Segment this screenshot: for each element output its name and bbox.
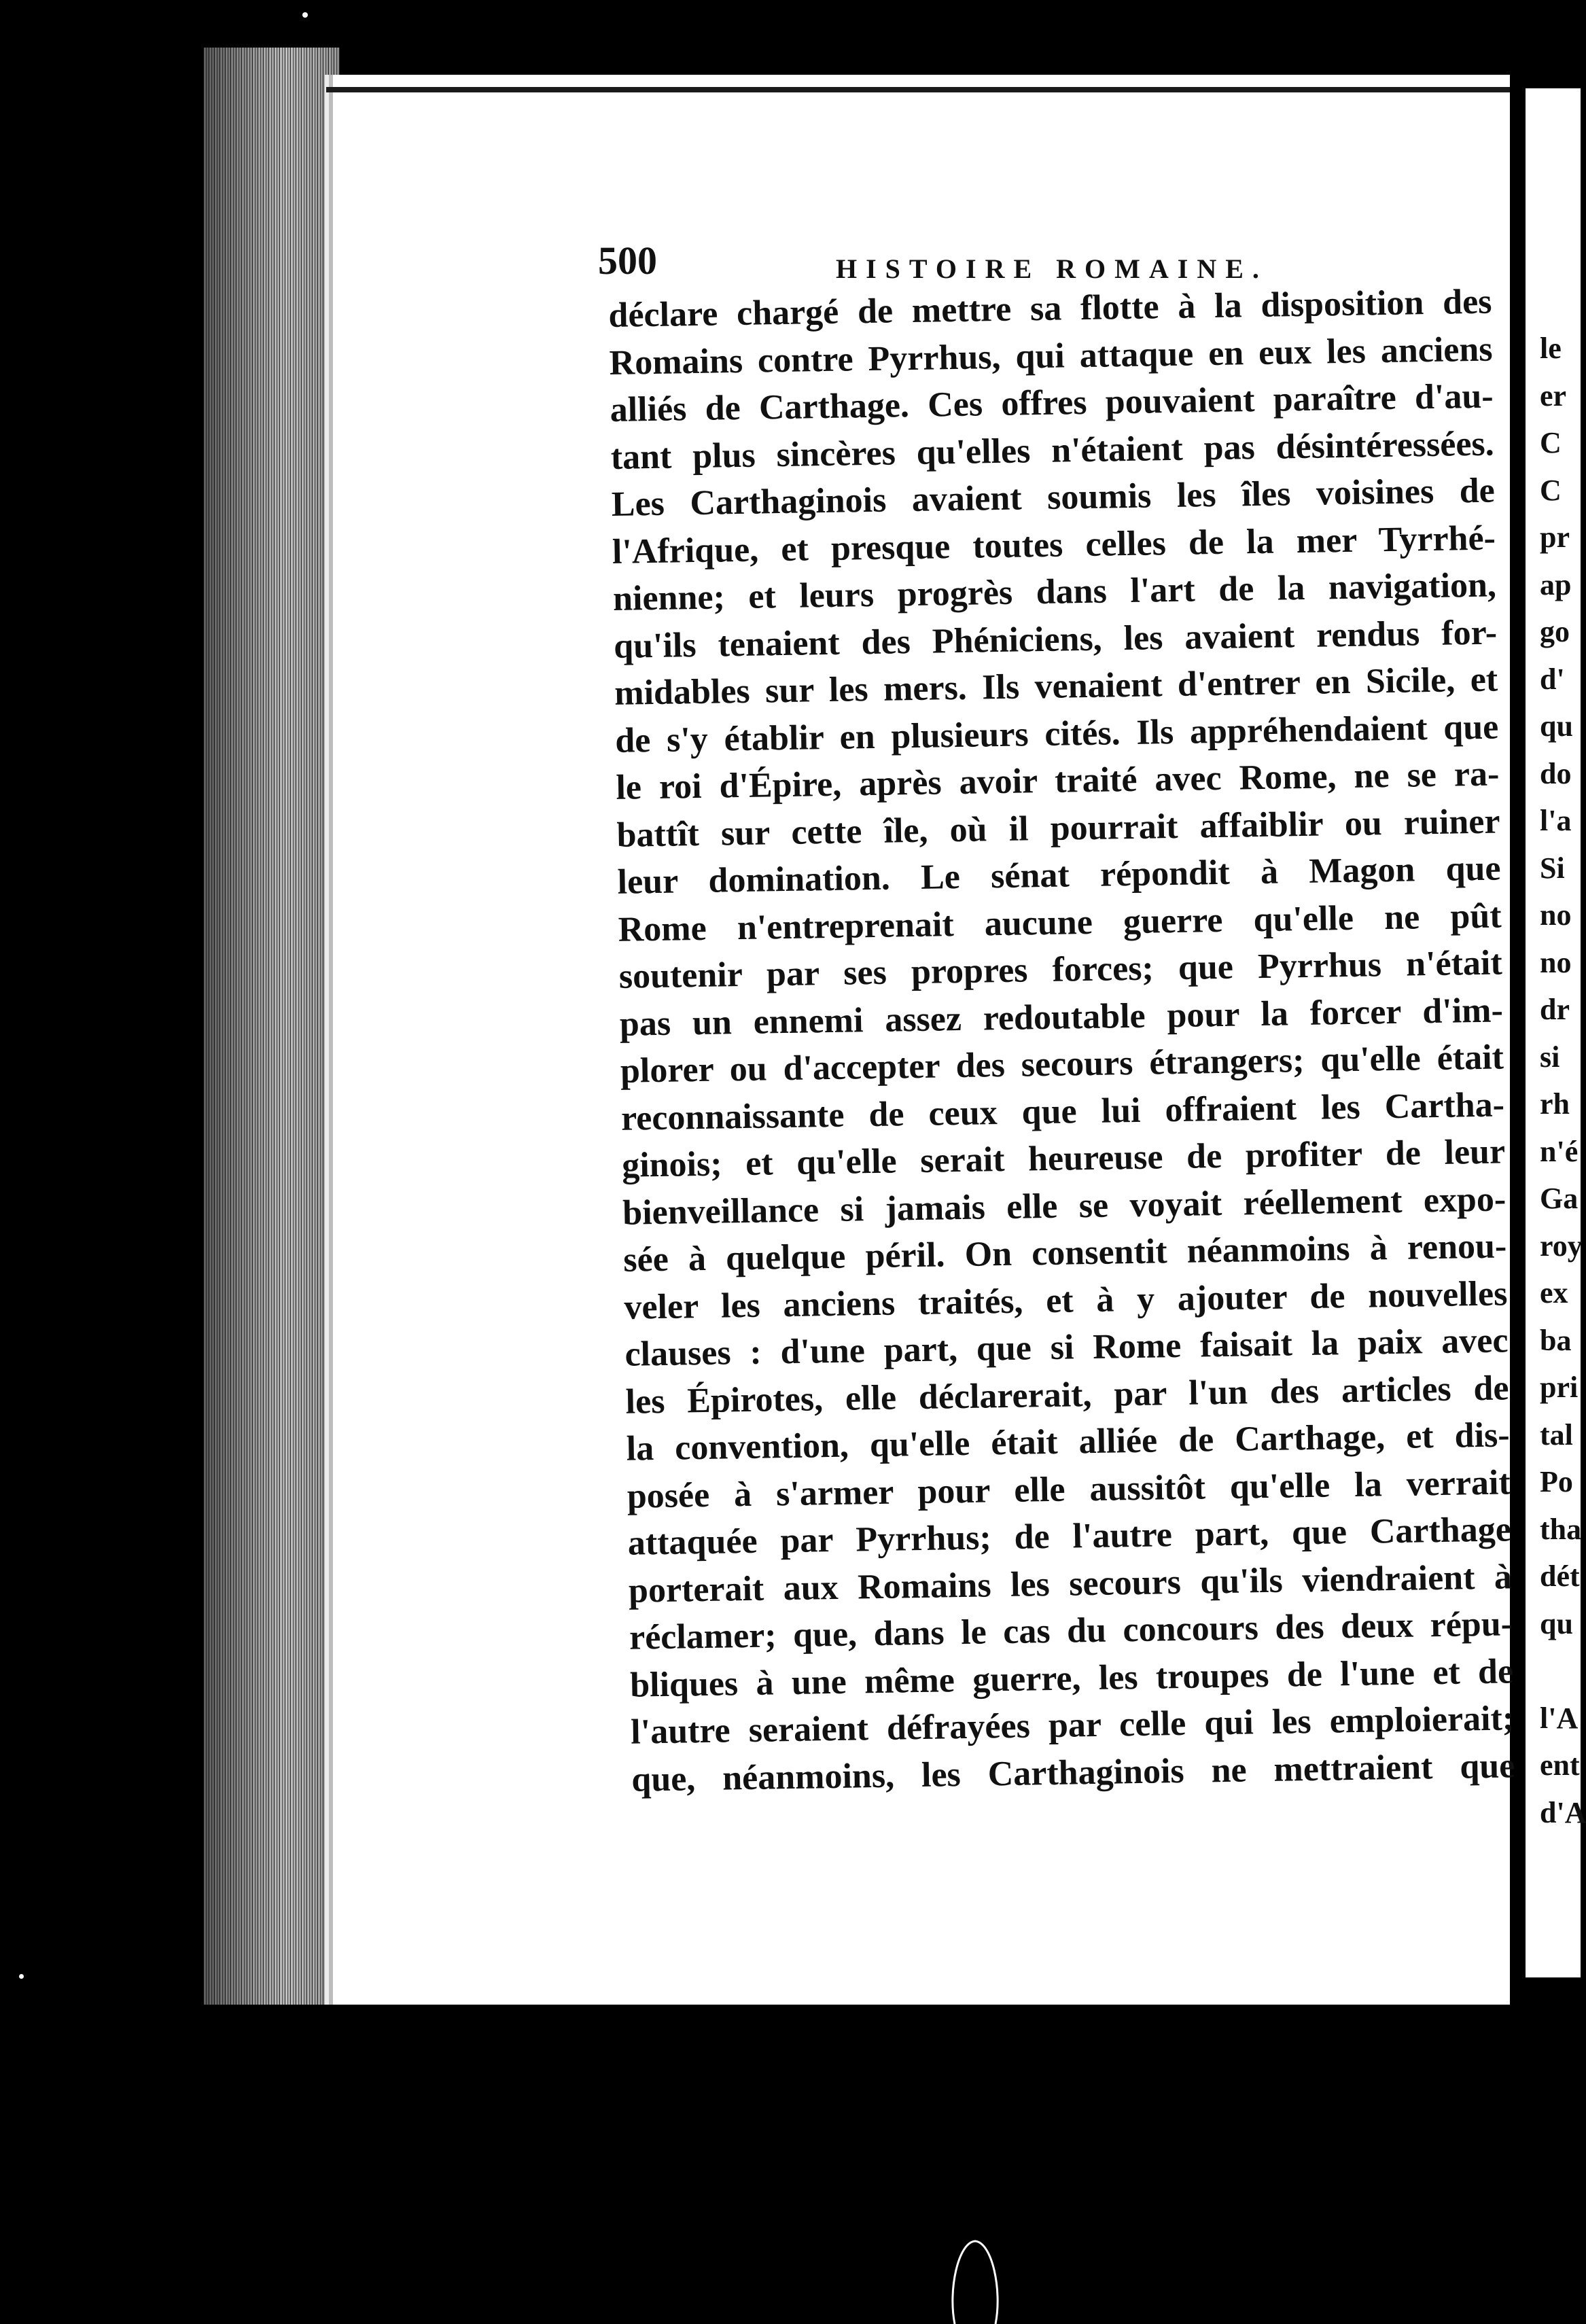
- right-page-fragment: d': [1540, 662, 1565, 696]
- text-line: les Épirotes, elle déclarerait, par l'un des articles de: [625, 1368, 1509, 1422]
- right-page-fragment: dr: [1540, 993, 1570, 1026]
- right-page-fragment: Ga: [1540, 1182, 1579, 1215]
- right-page-fragment: Si: [1540, 851, 1565, 885]
- right-page-fragment: tha: [1540, 1512, 1582, 1546]
- right-page-fragment: ent: [1540, 1748, 1580, 1782]
- right-page-fragment: qu: [1540, 709, 1573, 743]
- text-line: déclare chargé de mettre sa flotte à la disposition des: [608, 282, 1492, 335]
- right-page-fragment: qu: [1540, 1606, 1573, 1640]
- right-page-fragment: le: [1540, 332, 1562, 365]
- text-line: plorer ou d'accepter des secours étrangers; qu'elle était: [620, 1038, 1504, 1091]
- right-page-fragment: ap: [1540, 567, 1572, 601]
- right-page-fragment: no: [1540, 898, 1572, 932]
- text-line: le roi d'Épire, après avoir traité avec Rome, ne se ra-: [616, 754, 1500, 807]
- scan-artifact-curve: [945, 2236, 1006, 2324]
- right-page-fragment: n'é: [1540, 1134, 1579, 1168]
- text-line: réclamer; que, dans le cas du concours des deux répu-: [629, 1604, 1513, 1657]
- text-line: porterait aux Romains les secours qu'ils viendraient à: [628, 1557, 1513, 1610]
- right-page-fragment: [1540, 1647, 1581, 1695]
- text-line: l'Afrique, et presque toutes celles de la mer Tyrrhé-: [612, 518, 1496, 571]
- text-line: alliés de Carthage. Ces offres pouvaient paraître d'au-: [610, 376, 1494, 429]
- running-head-text: HISTOIRE ROMAINE.: [836, 253, 1268, 284]
- right-page-fragment: roy: [1540, 1229, 1583, 1263]
- right-page-fragment: er: [1540, 378, 1567, 412]
- text-line: leur domination. Le sénat répondit à Magon que: [617, 849, 1501, 902]
- text-line: qu'ils tenaient des Phéniciens, les avaient rendus for-: [613, 613, 1498, 666]
- page-top-edge: [326, 87, 1522, 92]
- dust-speck: [370, 224, 374, 228]
- page-edges-shadow: [204, 48, 340, 2005]
- text-line: midables sur les mers. Ils venaient d'entrer en Sicile, et: [614, 660, 1498, 713]
- right-page-fragment: Po: [1540, 1465, 1573, 1498]
- text-line: veler les anciens traités, et à y ajouter de nouvelles: [624, 1273, 1508, 1327]
- right-page-fragment: pri: [1540, 1371, 1579, 1404]
- text-line: nienne; et leurs progrès dans l'art de la navigation,: [612, 565, 1497, 618]
- dust-speck: [19, 1974, 24, 1979]
- text-line: soutenir par ses propres forces; que Pyrrhus n'était: [618, 943, 1503, 996]
- text-line: clauses : d'une part, que si Rome faisait la paix avec: [624, 1321, 1509, 1374]
- text-line: attaquée par Pyrrhus; de l'autre part, que Carthage: [627, 1510, 1512, 1563]
- right-page-fragment: C: [1540, 426, 1562, 459]
- right-page-fragment: rh: [1540, 1087, 1570, 1121]
- text-line: que, néanmoins, les Carthaginois ne mettraient que: [631, 1746, 1515, 1799]
- right-page-fragment: no: [1540, 945, 1572, 979]
- right-page-fragment: tal: [1540, 1418, 1573, 1451]
- text-line: Les Carthaginois avaient soumis les îles voisines de: [611, 471, 1496, 524]
- right-page-fragment: ex: [1540, 1276, 1568, 1309]
- right-page-fragment: ba: [1540, 1323, 1572, 1357]
- right-page-fragment: l'A: [1540, 1701, 1579, 1735]
- right-page-text-fragments: [1540, 325, 1586, 1836]
- text-line: sée à quelque péril. On consentit néanmoins à renou-: [622, 1227, 1507, 1280]
- text-line: pas un ennemi assez redoutable pour la forcer d'im-: [619, 990, 1504, 1044]
- right-page-fragment: do: [1540, 756, 1572, 790]
- text-line: tant plus sincères qu'elles n'étaient pas désintéressées.: [610, 424, 1495, 477]
- page-body-text: [608, 279, 1515, 1803]
- text-line: de s'y établir en plusieurs cités. Ils appréhendaient que: [614, 707, 1499, 760]
- text-line: Romains contre Pyrrhus, qui attaque en eux les anciens: [609, 330, 1493, 383]
- right-page-fragment: l'a: [1540, 804, 1572, 837]
- text-line: reconnaissante de ceux que lui offraient les Cartha-: [620, 1085, 1505, 1138]
- text-line: bliques à une même guerre, les troupes de l'une et de: [629, 1651, 1514, 1705]
- right-page-fragment: dét: [1540, 1560, 1580, 1593]
- text-line: l'autre seraient défrayées par celle qui les emploierait;: [630, 1699, 1515, 1752]
- right-page-fragment: go: [1540, 615, 1570, 648]
- dust-speck: [680, 1838, 683, 1842]
- text-line: la convention, qu'elle était alliée de Carthage, et dis-: [626, 1415, 1511, 1468]
- text-line: bienveillance si jamais elle se voyait réellement expo-: [622, 1179, 1506, 1233]
- right-page-fragment: si: [1540, 1040, 1560, 1074]
- right-page-fragment: C: [1540, 473, 1562, 507]
- right-page-fragment: d'A: [1540, 1795, 1586, 1829]
- text-line: posée à s'armer pour elle aussitôt qu'elle la verrait: [627, 1462, 1511, 1516]
- page-number: 500: [598, 239, 657, 283]
- running-head: [836, 253, 1268, 285]
- text-line: ginois; et qu'elle serait heureuse de profiter de leur: [621, 1132, 1506, 1185]
- text-line: battît sur cette île, où il pourrait affaiblir ou ruiner: [616, 801, 1500, 855]
- right-page-fragment: pr: [1540, 521, 1570, 554]
- dust-speck: [302, 12, 308, 18]
- text-line: Rome n'entreprenait aucune guerre qu'elle ne pût: [618, 896, 1502, 949]
